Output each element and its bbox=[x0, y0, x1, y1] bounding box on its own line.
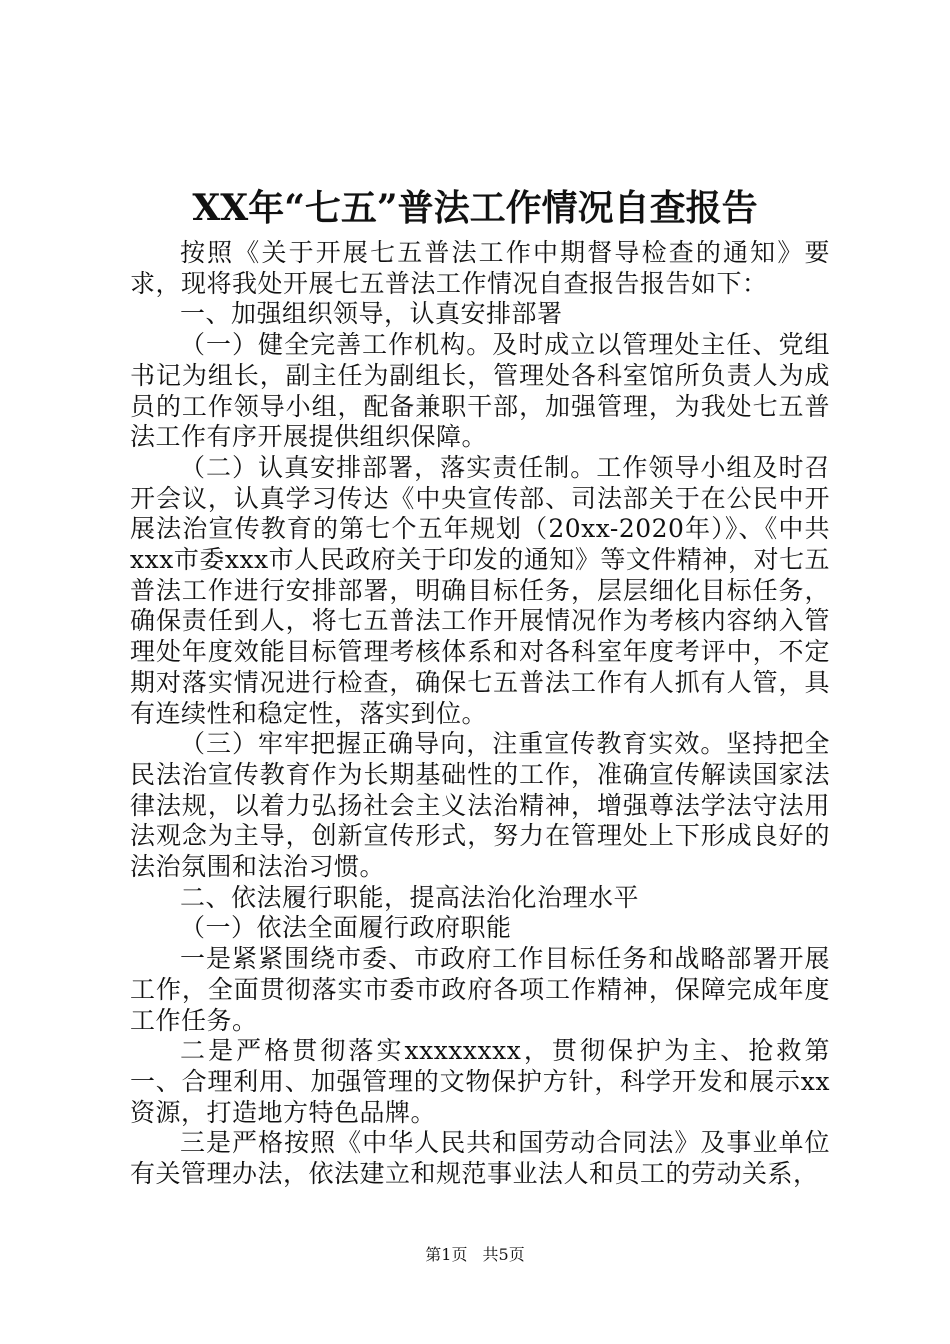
paragraph-2-1-b: 二是严格贯彻落实xxxxxxxx，贯彻保护为主、抢救第一、合理利用、加强管理的文物保护方针，科学开发和展示xx资源，打造地方特色品牌。 bbox=[130, 1036, 830, 1127]
paragraph-1-3: （三）牢牢把握正确导向，注重宣传教育实效。坚持把全民法治宣传教育作为长期基础性的工作，准确宣传解读国家法律法规，以着力弘扬社会主义法治精神，增强尊法学法守法用法观念为主导，创新宣传形式，努力在管理处上下形成良好的法治氛围和法治习惯。 bbox=[130, 729, 830, 882]
paragraph-1-2: （二）认真安排部署，落实责任制。工作领导小组及时召开会议，认真学习传达《中央宣传部、司法部关于在公民中开展法治宣传教育的第七个五年规划（20xx-2020年）》、《中共xxx市委xxx市人民政府关于印发的通知》等文件精神，对七五普法工作进行安排部署，明确目标任务，层层细化目标任务，确保责任到人，将七五普法工作开展情况作为考核内容纳入管理处年度效能目标管理考核体系和对各科室年度考评中，不定期对落实情况进行检查，确保七五普法工作有人抓有人管，具有连续性和稳定性，落实到位。 bbox=[130, 452, 830, 728]
document-title: XX年“七五”普法工作情况自查报告 bbox=[192, 187, 758, 229]
intro-paragraph: 按照《关于开展七五普法工作中期督导检查的通知》要求，现将我处开展七五普法工作情况自查报告报告如下： bbox=[130, 238, 830, 298]
page-total: 共5页 bbox=[482, 1245, 525, 1264]
section-heading-2: 二、依法履行职能，提高法治化治理水平 bbox=[180, 882, 640, 912]
paragraph-2-1-c: 三是严格按照《中华人民共和国劳动合同法》及事业单位有关管理办法，依法建立和规范事业法人和员工的劳动关系， bbox=[130, 1128, 830, 1189]
paragraph-2-1-a: 一是紧紧围绕市委、市政府工作目标任务和战略部署开展工作，全面贯彻落实市委市政府各项工作精神，保障完成年度工作任务。 bbox=[130, 944, 830, 1035]
subsection-heading-2-1: （一）依法全面履行政府职能 bbox=[180, 913, 512, 943]
page-number: 第1页 bbox=[425, 1245, 468, 1264]
section-heading-1: 一、加强组织领导，认真安排部署 bbox=[180, 299, 563, 329]
page-footer bbox=[0, 1244, 950, 1266]
document-body bbox=[130, 238, 830, 1190]
paragraph-1-1: （一）健全完善工作机构。及时成立以管理处主任、党组书记为组长，副主任为副组长，管理处各科室馆所负责人为成员的工作领导小组，配备兼职干部，加强管理，为我处七五普法工作有序开展提供组织保障。 bbox=[130, 330, 830, 452]
